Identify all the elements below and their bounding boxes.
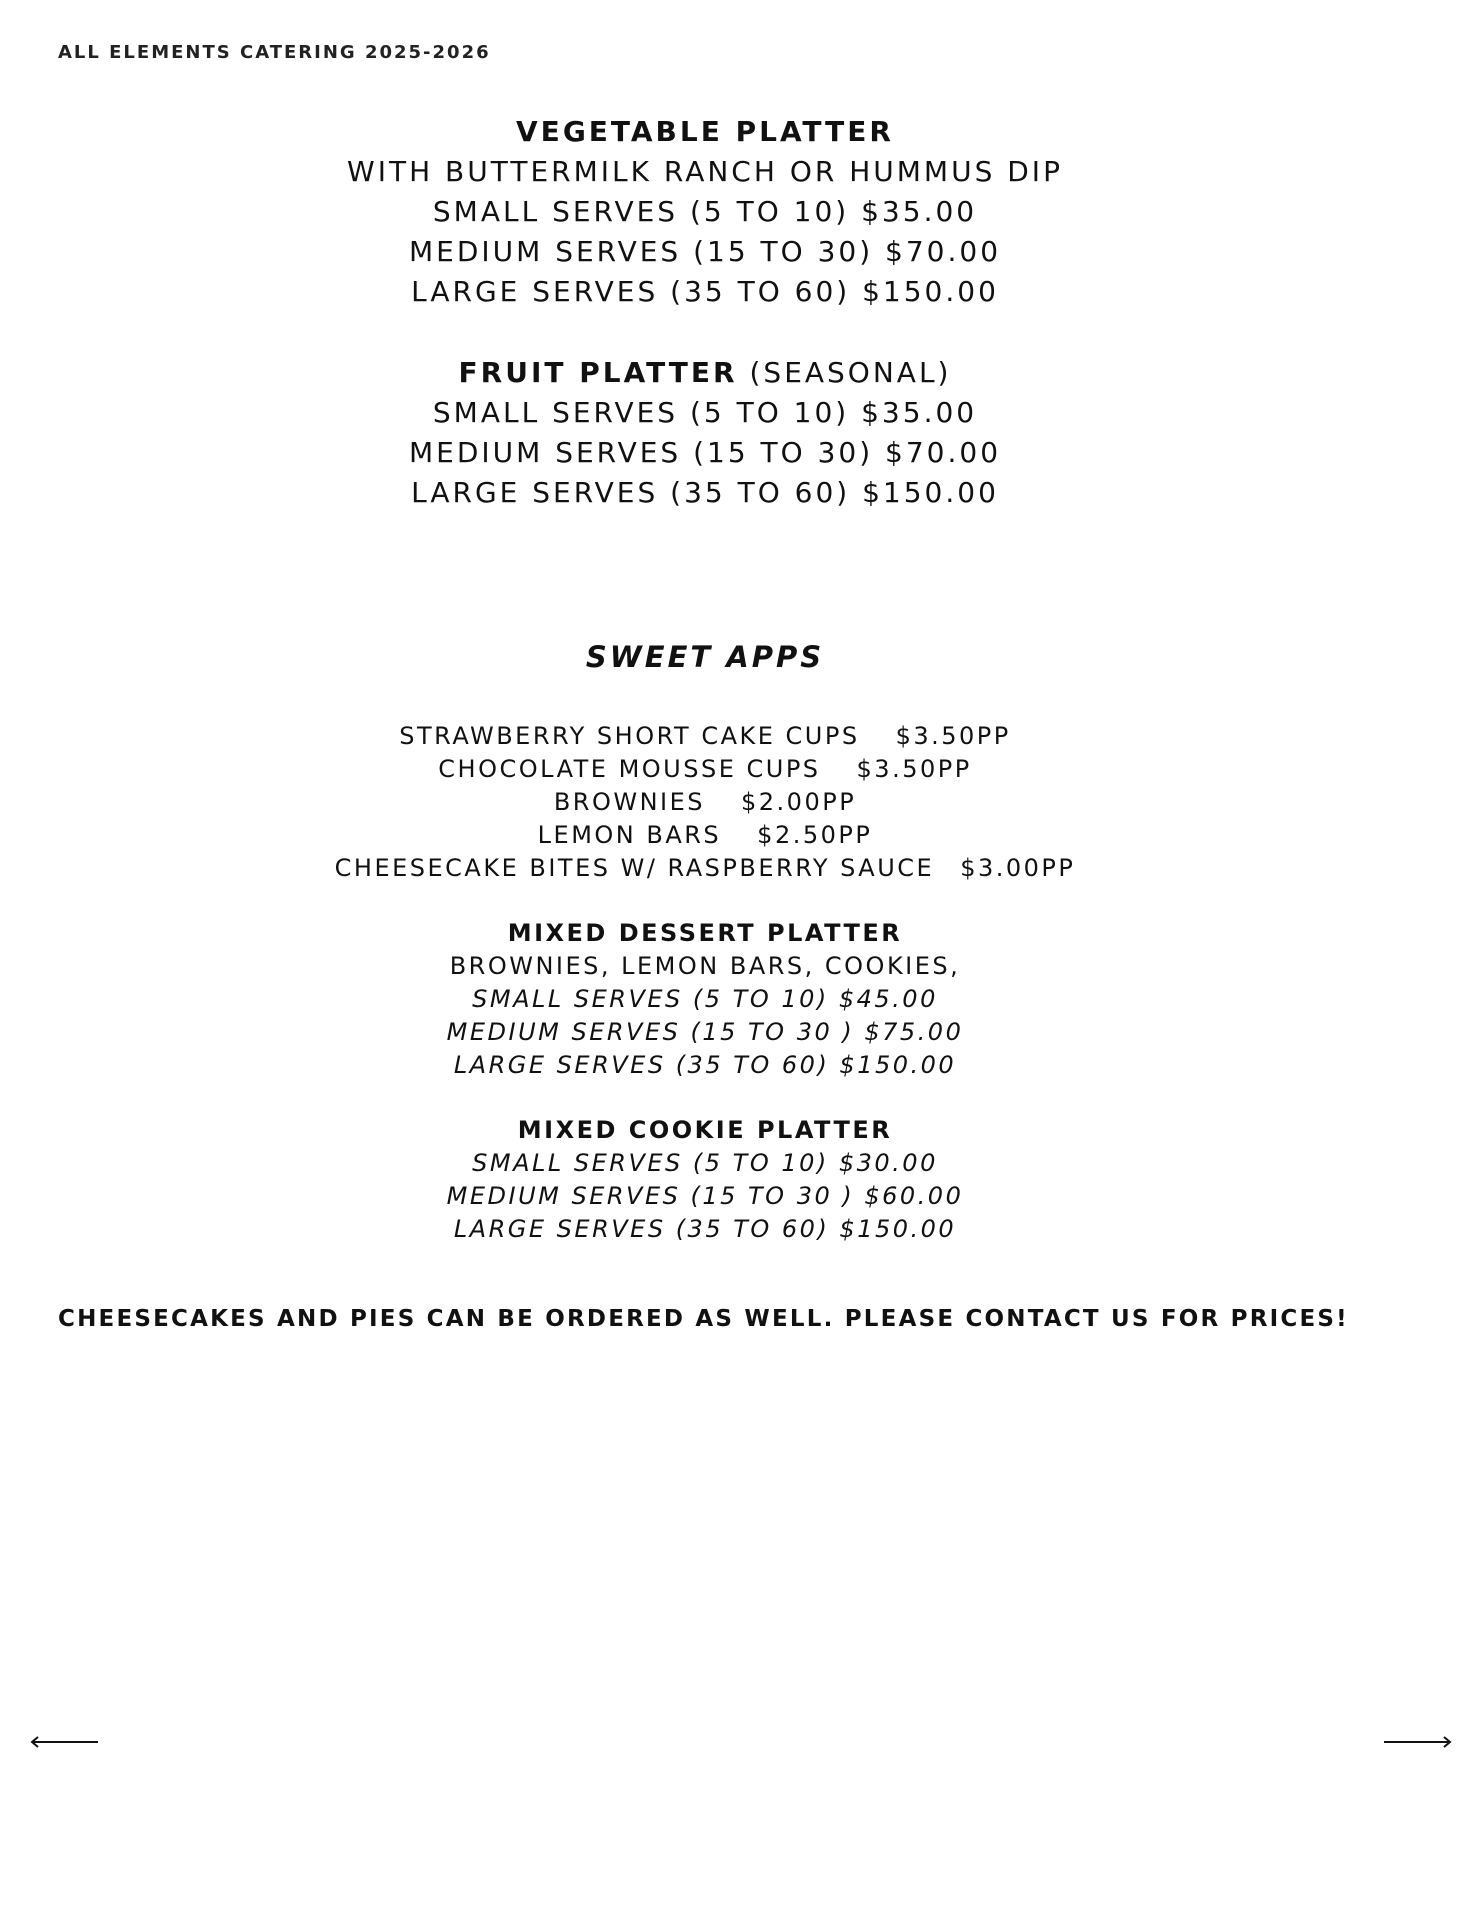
arrow-right-icon	[1382, 1734, 1452, 1750]
sweet-item-name: CHEESECAKE BITES W/ RASPBERRY SAUCE	[334, 854, 935, 882]
sweet-item-price: $3.00PP	[960, 854, 1076, 882]
sweet-item	[0, 753, 1410, 786]
sweet-apps-section-header	[0, 640, 1410, 674]
fruit-size-large: LARGE SERVES (35 TO 60) $150.00	[411, 476, 999, 509]
vegetable-size-small: SMALL SERVES (5 TO 10) $35.00	[432, 195, 978, 228]
sweet-item-price: $2.00PP	[741, 788, 857, 816]
mixed-cookie-title: MIXED COOKIE PLATTER	[517, 1116, 893, 1144]
vegetable-platter-subtitle: WITH BUTTERMILK RANCH OR HUMMUS DIP	[347, 155, 1063, 188]
mixed-dessert-size-large: LARGE SERVES (35 TO 60) $150.00	[453, 1051, 957, 1079]
sweet-item-name: BROWNIES	[553, 788, 706, 816]
vegetable-size-large: LARGE SERVES (35 TO 60) $150.00	[411, 275, 999, 308]
sweet-apps-list	[0, 720, 1410, 885]
mixed-cookie-size-medium: MEDIUM SERVES (15 TO 30 ) $60.00	[446, 1182, 964, 1210]
sweet-item	[0, 819, 1410, 852]
sweet-item-name: CHOCOLATE MOUSSE CUPS	[438, 755, 821, 783]
sweet-item-price: $2.50PP	[757, 821, 873, 849]
previous-page-button[interactable]	[30, 1734, 100, 1750]
sweet-apps-title: SWEET APPS	[585, 640, 825, 674]
fruit-platter-title: FRUIT PLATTER	[458, 356, 738, 389]
vegetable-size-medium: MEDIUM SERVES (15 TO 30) $70.00	[408, 235, 1002, 268]
vegetable-platter-title: VEGETABLE PLATTER	[516, 115, 894, 148]
fruit-size-small: SMALL SERVES (5 TO 10) $35.00	[432, 396, 978, 429]
vegetable-platter-section	[0, 112, 1410, 312]
mixed-dessert-platter-section	[0, 917, 1410, 1082]
sweet-item	[0, 852, 1410, 885]
mixed-cookie-size-large: LARGE SERVES (35 TO 60) $150.00	[453, 1215, 957, 1243]
contact-note: CHEESECAKES AND PIES CAN BE ORDERED AS WELL. PLEASE CONTACT US FOR PRICES!	[58, 1306, 1349, 1332]
sweet-item	[0, 720, 1410, 753]
mixed-cookie-platter-section	[0, 1114, 1410, 1246]
sweet-item-price: $3.50PP	[895, 722, 1011, 750]
mixed-dessert-contents: BROWNIES, LEMON BARS, COOKIES,	[449, 952, 961, 980]
sweet-item-price: $3.50PP	[856, 755, 972, 783]
fruit-platter-heading	[0, 353, 1410, 393]
fruit-platter-section	[0, 353, 1410, 513]
sweet-item	[0, 786, 1410, 819]
mixed-cookie-size-small: SMALL SERVES (5 TO 10) $30.00	[472, 1149, 938, 1177]
arrow-left-icon	[30, 1734, 100, 1750]
sweet-item-name: LEMON BARS	[537, 821, 722, 849]
fruit-platter-note: (SEASONAL)	[737, 356, 952, 389]
mixed-dessert-size-small: SMALL SERVES (5 TO 10) $45.00	[472, 985, 938, 1013]
sweet-item-name: STRAWBERRY SHORT CAKE CUPS	[399, 722, 860, 750]
mixed-dessert-size-medium: MEDIUM SERVES (15 TO 30 ) $75.00	[446, 1018, 964, 1046]
mixed-dessert-title: MIXED DESSERT PLATTER	[507, 919, 903, 947]
document-header: ALL ELEMENTS CATERING 2025-2026	[58, 42, 491, 63]
fruit-size-medium: MEDIUM SERVES (15 TO 30) $70.00	[408, 436, 1002, 469]
next-page-button[interactable]	[1382, 1734, 1452, 1750]
